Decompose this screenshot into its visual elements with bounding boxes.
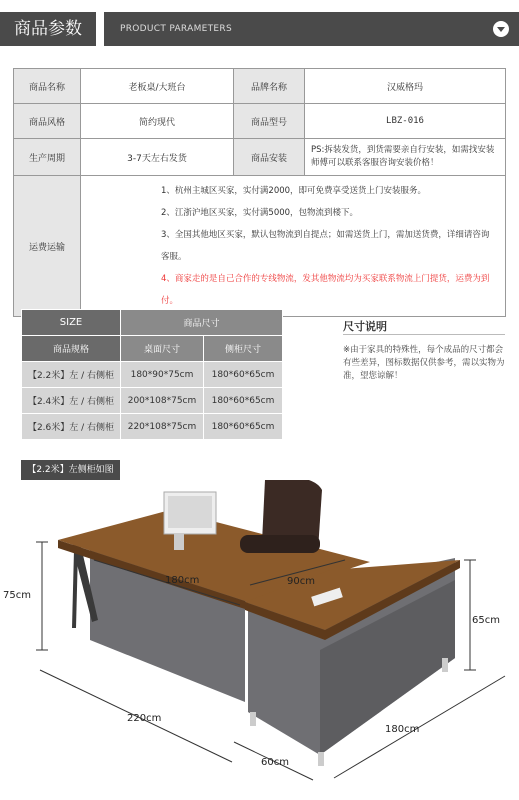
divider bbox=[343, 334, 505, 335]
param-label: 品牌名称 bbox=[234, 69, 305, 104]
spec-cell: 【2.6米】左 / 右侧柜 bbox=[22, 414, 121, 440]
desk-cell: 200*108*75cm bbox=[121, 388, 204, 414]
dim-label: 商品尺寸 bbox=[121, 310, 283, 336]
col-header: 桌面尺寸 bbox=[121, 336, 204, 362]
cabinet-foot bbox=[318, 752, 324, 766]
shipping-line: 2、江浙沪地区买家，实付满5000，包物流到楼下。 bbox=[161, 208, 359, 218]
param-value: 汉威格玛 bbox=[305, 69, 506, 104]
shipping-info bbox=[81, 176, 506, 317]
size-table bbox=[21, 309, 283, 440]
dim-75: 75cm bbox=[3, 590, 31, 601]
cabinet-foot bbox=[442, 658, 448, 672]
param-label: 商品安装 bbox=[234, 139, 305, 176]
chevron-down-icon[interactable] bbox=[493, 21, 509, 37]
shipping-line: 1、杭州主城区买家，实付满2000，即可免费享受送货上门安装服务。 bbox=[161, 186, 427, 196]
col-header: 侧柜尺寸 bbox=[204, 336, 283, 362]
param-label: 商品型号 bbox=[234, 104, 305, 139]
param-value: LBZ-016 bbox=[305, 104, 506, 139]
dim-180b: 180cm bbox=[385, 724, 420, 735]
figure-caption: 【2.2米】左侧柜如图 bbox=[21, 460, 120, 480]
dim-60: 60cm bbox=[261, 757, 289, 768]
param-value: 老板桌/大班台 bbox=[81, 69, 234, 104]
dim-180: 180cm bbox=[165, 575, 200, 586]
desk-cell: 180*90*75cm bbox=[121, 362, 204, 388]
side-cell: 180*60*65cm bbox=[204, 362, 283, 388]
note-title: 尺寸说明 bbox=[343, 320, 387, 333]
shipping-line: 3、全国其他地区买家，默认包物流到自提点；如需送货上门，需加送货费，详细请咨询客服。 bbox=[161, 230, 490, 262]
dim-90: 90cm bbox=[287, 576, 315, 587]
param-label: 生产周期 bbox=[14, 139, 81, 176]
table-row bbox=[22, 388, 283, 414]
desk-illustration bbox=[0, 480, 519, 800]
spec-cell: 【2.2米】左 / 右侧柜 bbox=[22, 362, 121, 388]
dim-65: 65cm bbox=[472, 615, 500, 626]
dim-220: 220cm bbox=[127, 713, 162, 724]
cabinet-foot bbox=[250, 712, 256, 726]
note-text: ※由于家具的特殊性，每个成品的尺寸都会有些差异，图标数据仅供参考，需以实物为准，望您谅解！ bbox=[343, 345, 505, 381]
desk-leg bbox=[74, 550, 76, 628]
monitor-stand bbox=[174, 534, 184, 550]
desk-cell: 220*108*75cm bbox=[121, 414, 204, 440]
param-label: 商品名称 bbox=[14, 69, 81, 104]
param-value: 简约现代 bbox=[81, 104, 234, 139]
chair-seat bbox=[240, 535, 320, 553]
param-label: 运费运输 bbox=[14, 176, 81, 317]
section-subtitle: PRODUCT PARAMETERS bbox=[104, 12, 519, 46]
param-value: PS:拆装发货，到货需要亲自行安装，如需找安装师傅可以联系客服咨询安装价格！ bbox=[305, 139, 506, 176]
shipping-line: 4、商家走的是自己合作的专线物流，发其他物流均为买家联系物流上门提货，运费为到付。 bbox=[161, 274, 490, 306]
section-title: 商品参数 bbox=[0, 12, 96, 46]
section-header bbox=[0, 12, 519, 46]
side-cell: 180*60*65cm bbox=[204, 388, 283, 414]
params-table bbox=[13, 68, 506, 317]
param-value: 3-7天左右发货 bbox=[81, 139, 234, 176]
spec-cell: 【2.4米】左 / 右侧柜 bbox=[22, 388, 121, 414]
side-cell: 180*60*65cm bbox=[204, 414, 283, 440]
monitor-screen bbox=[168, 496, 212, 528]
table-row bbox=[22, 414, 283, 440]
size-label: SIZE bbox=[22, 310, 121, 336]
table-row bbox=[22, 362, 283, 388]
param-label: 商品风格 bbox=[14, 104, 81, 139]
spec-label: 商品规格 bbox=[22, 336, 121, 362]
